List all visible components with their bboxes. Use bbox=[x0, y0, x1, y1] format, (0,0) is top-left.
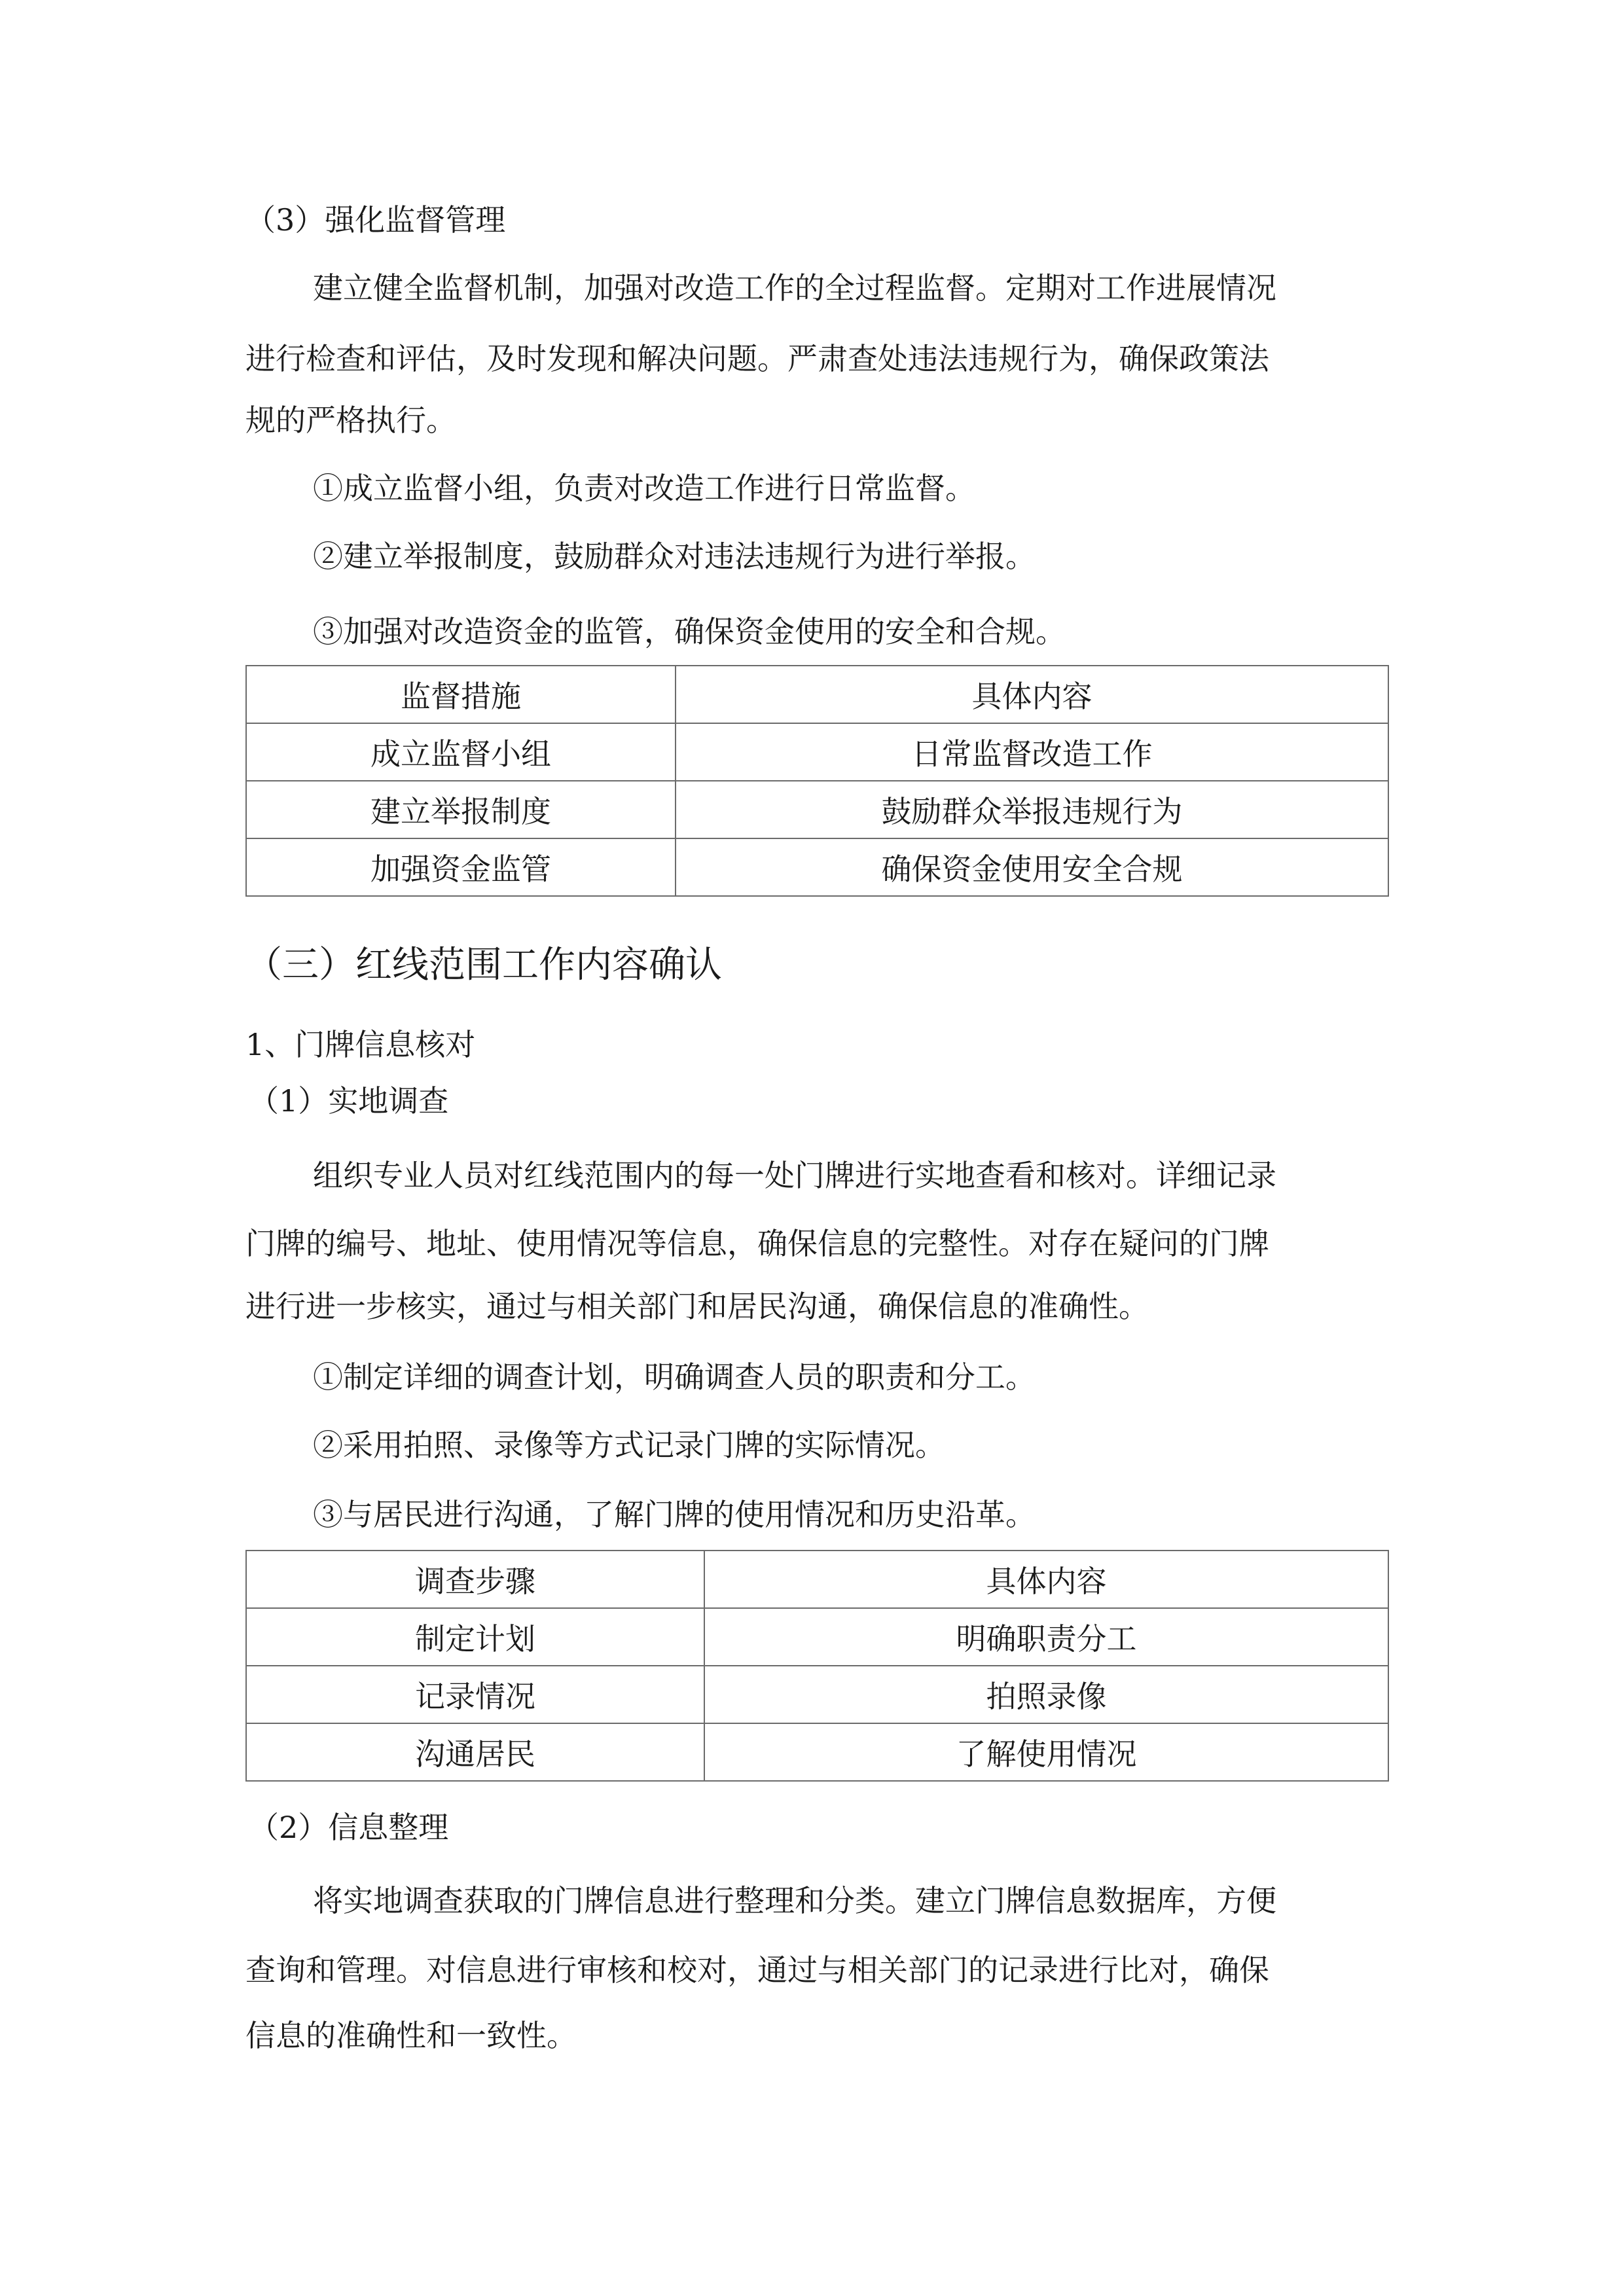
list-item: ③加强对改造资金的监管，确保资金使用的安全和合规。 bbox=[313, 614, 1066, 649]
section-title: （3）强化监督管理 bbox=[245, 202, 506, 238]
table-cell: 拍照录像 bbox=[704, 1666, 1388, 1723]
supervision-table bbox=[245, 665, 1389, 897]
list-item: ①制定详细的调查计划，明确调查人员的职责和分工。 bbox=[313, 1359, 1036, 1395]
part-title: （2）信息整理 bbox=[249, 1810, 449, 1845]
table-cell: 确保资金使用安全合规 bbox=[676, 838, 1388, 896]
paragraph-line: 进行进一步核实，通过与相关部门和居民沟通，确保信息的准确性。 bbox=[245, 1289, 1149, 1324]
table-cell: 了解使用情况 bbox=[704, 1723, 1388, 1781]
table-header-cell: 调查步骤 bbox=[246, 1551, 704, 1608]
table-header-row bbox=[246, 1551, 1388, 1608]
table-header-row bbox=[246, 666, 1388, 723]
table-cell: 制定计划 bbox=[246, 1608, 704, 1666]
table-cell: 记录情况 bbox=[246, 1666, 704, 1723]
table-cell: 成立监督小组 bbox=[246, 723, 676, 781]
list-item: ①成立监督小组，负责对改造工作进行日常监督。 bbox=[313, 471, 975, 506]
list-item: ②建立举报制度，鼓励群众对违法违规行为进行举报。 bbox=[313, 539, 1036, 574]
paragraph-line: 门牌的编号、地址、使用情况等信息，确保信息的完整性。对存在疑问的门牌 bbox=[245, 1226, 1269, 1261]
list-item: ②采用拍照、录像等方式记录门牌的实际情况。 bbox=[313, 1427, 945, 1463]
chapter-heading: （三）红线范围工作内容确认 bbox=[245, 944, 722, 986]
table-row bbox=[246, 723, 1388, 781]
table-cell: 明确职责分工 bbox=[704, 1608, 1388, 1666]
table-cell: 鼓励群众举报违规行为 bbox=[676, 781, 1388, 838]
table-header-cell: 具体内容 bbox=[676, 666, 1388, 723]
table-header-cell: 监督措施 bbox=[246, 666, 676, 723]
paragraph-line: 进行检查和评估，及时发现和解决问题。严肃查处违法违规行为，确保政策法 bbox=[245, 341, 1269, 376]
paragraph-line: 组织专业人员对红线范围内的每一处门牌进行实地查看和核对。详细记录 bbox=[313, 1158, 1276, 1193]
table-cell: 建立举报制度 bbox=[246, 781, 676, 838]
survey-table bbox=[245, 1550, 1389, 1782]
table-cell: 加强资金监管 bbox=[246, 838, 676, 896]
table-row bbox=[246, 1666, 1388, 1723]
paragraph-line: 将实地调查获取的门牌信息进行整理和分类。建立门牌信息数据库，方便 bbox=[313, 1883, 1276, 1918]
table-cell: 沟通居民 bbox=[246, 1723, 704, 1781]
paragraph-line: 信息的准确性和一致性。 bbox=[245, 2018, 577, 2053]
table-row bbox=[246, 838, 1388, 896]
table-header-cell: 具体内容 bbox=[704, 1551, 1388, 1608]
table-cell: 日常监督改造工作 bbox=[676, 723, 1388, 781]
paragraph-line: 建立健全监督机制，加强对改造工作的全过程监督。定期对工作进展情况 bbox=[313, 270, 1276, 306]
paragraph-line: 查询和管理。对信息进行审核和校对，通过与相关部门的记录进行比对，确保 bbox=[245, 1952, 1269, 1988]
subsection-title: 1、门牌信息核对 bbox=[245, 1027, 476, 1062]
part-title: （1）实地调查 bbox=[249, 1083, 449, 1119]
table-row bbox=[246, 781, 1388, 838]
table-row bbox=[246, 1608, 1388, 1666]
paragraph-line: 规的严格执行。 bbox=[245, 403, 456, 438]
table-row bbox=[246, 1723, 1388, 1781]
list-item: ③与居民进行沟通，了解门牌的使用情况和历史沿革。 bbox=[313, 1497, 1036, 1532]
